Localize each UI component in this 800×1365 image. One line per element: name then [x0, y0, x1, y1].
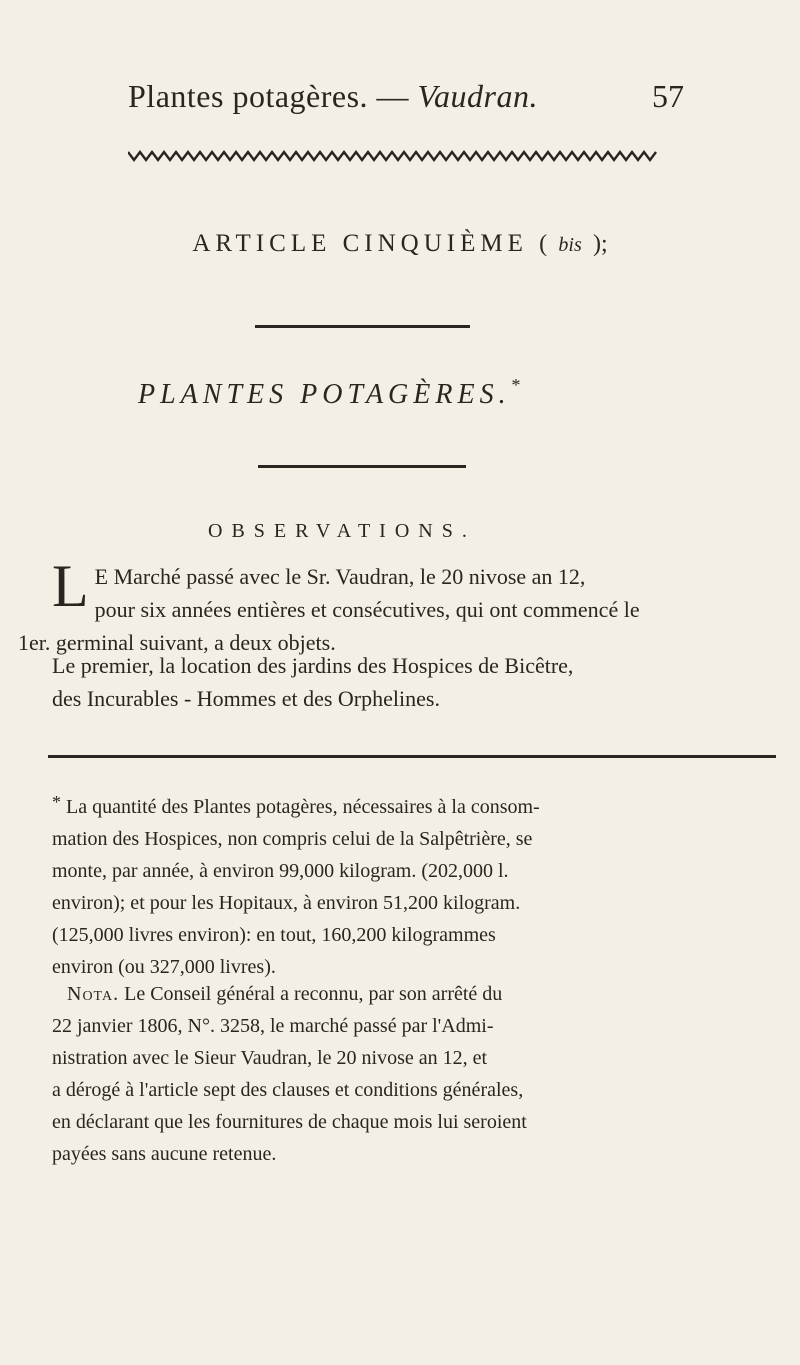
nota-label: Nota. [67, 983, 120, 1005]
observations-heading: OBSERVATIONS. [208, 520, 476, 542]
footnote-line: environ (ou 327,000 livres). [52, 956, 276, 978]
divider-rule [255, 325, 470, 328]
section-title [138, 375, 520, 411]
nota-line: Nota. Le Conseil général a reconnu, par son arrêté du [67, 983, 503, 1005]
paragraph-line: des Incurables - Hommes et des Orphelines. [52, 686, 440, 711]
footnote [52, 786, 787, 983]
paragraph-2 [52, 649, 787, 715]
footnote-line: monte, par année, à environ 99,000 kilogram. (202,000 l. [52, 860, 509, 882]
nota-paragraph [52, 978, 787, 1170]
paragraph-line: E Marché passé avec le Sr. Vaudran, le 20 nivose an 12, [94, 564, 586, 589]
running-head-title: Plantes potagères. [128, 78, 369, 114]
drop-cap: L [52, 553, 89, 619]
nota-line: en déclarant que les fournitures de chaque mois lui seroient [52, 1111, 527, 1133]
article-title-paren-close: ); [592, 231, 608, 257]
footnote-line: * La quantité des Plantes potagères, nécessaires à la consom- [52, 792, 540, 818]
running-head-dash: — [376, 78, 410, 114]
nota-line: payées sans aucune retenue. [52, 1143, 277, 1165]
footnote-line: mation des Hospices, non compris celui de la Salpêtrière, se [52, 828, 533, 850]
section-title-text: PLANTES POTAGÈRES. [138, 379, 511, 410]
paragraph-line: 1er. germinal suivant, a deux objets. [18, 630, 336, 655]
ornament-border [128, 148, 660, 164]
footnote-mark: * [52, 792, 61, 812]
paragraph-line: pour six années entières et consécutives, qui ont commencé le [94, 597, 640, 622]
article-title-paren-open: ( [539, 231, 548, 257]
running-head-author: Vaudran. [417, 78, 538, 114]
footnote-separator [48, 755, 776, 758]
article-title-text: ARTICLE CINQUIÈME [192, 230, 528, 257]
article-title-bis: bis [558, 234, 582, 256]
nota-line: nistration avec le Sieur Vaudran, le 20 nivose an 12, et [52, 1047, 488, 1069]
paragraph-line: Le premier, la location des jardins des Hospices de Bicêtre, [52, 653, 574, 678]
divider-rule [258, 465, 466, 468]
page-number: 57 [652, 78, 684, 114]
article-title [0, 230, 800, 258]
nota-line: 22 janvier 1806, N°. 3258, le marché passé par l'Admi- [52, 1015, 494, 1037]
section-footnote-mark: * [510, 375, 520, 395]
running-head [0, 78, 800, 118]
footnote-line: environ); et pour les Hopitaux, à environ 51,200 kilogram. [52, 892, 521, 914]
running-head-title-line [128, 78, 538, 115]
footnote-line: (125,000 livres environ): en tout, 160,200 kilogrammes [52, 924, 496, 946]
paragraph-1 [18, 553, 787, 659]
nota-line: a dérogé à l'article sept des clauses et conditions générales, [52, 1079, 524, 1101]
